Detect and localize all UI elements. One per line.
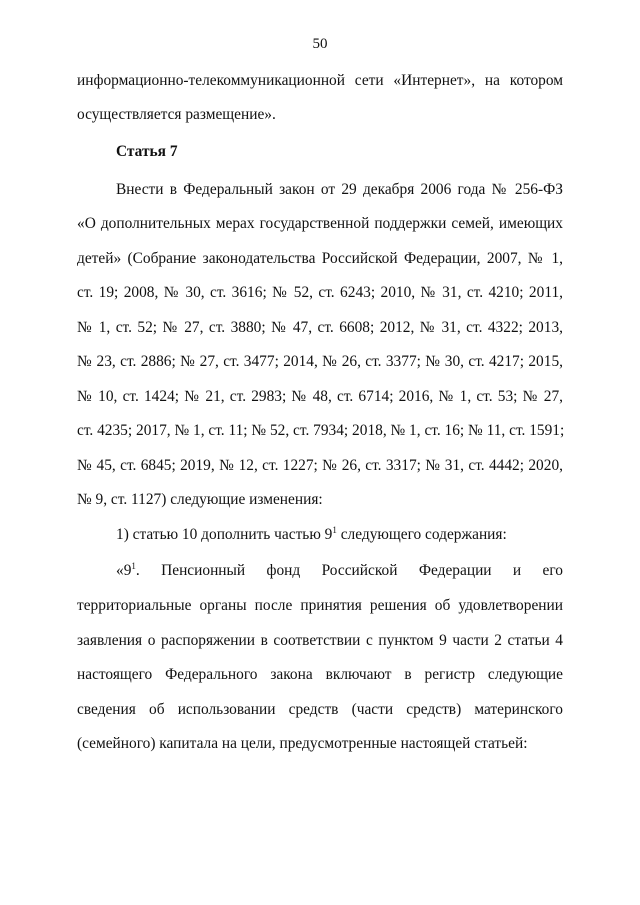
text-line: осуществляется размещение». [77,106,276,123]
text-line: настоящего Федерального закона включают в регистр следующие [77,666,563,683]
text-line: № 10, ст. 1424; № 21, ст. 2983; № 48, ст. 6714; 2016, № 1, ст. 53; № 27, [77,388,563,405]
text-line: ст. 19; 2008, № 30, ст. 3616; № 52, ст. 6243; 2010, № 31, ст. 4210; 2011, [77,284,563,301]
amendment-item-text-end: следующего содержания: [336,526,507,543]
text-line: (семейного) капитала на цели, предусмотренные настоящей статьей: [77,735,528,752]
quote-part-number: «9 [116,562,132,579]
article-heading: Статья 7 [116,143,178,160]
page-number: 50 [312,36,328,52]
superscript: 1 [332,525,337,535]
text-line: информационно-телекоммуникационной сети «Интернет», на котором [77,72,563,89]
text-line: № 1, ст. 52; № 27, ст. 3880; № 47, ст. 6608; 2012, № 31, ст. 4322; 2013, [77,319,563,336]
quoted-paragraph-start [116,561,563,581]
text-line: ст. 4235; 2017, № 1, ст. 11; № 52, ст. 7934; 2018, № 1, ст. 16; № 11, ст. 1591; [77,422,565,439]
quote-part-text: . Пенсионный фонд Российской Федерации и его [135,562,563,579]
text-line: заявления о распоряжении в соответствии с пунктом 9 части 2 статьи 4 [77,632,563,649]
text-line: № 23, ст. 2886; № 27, ст. 3477; 2014, № 26, ст. 3377; № 30, ст. 4217; 2015, [77,353,563,370]
text-line: детей» (Собрание законодательства Российской Федерации, 2007, № 1, [77,250,563,267]
text-line: «О дополнительных мерах государственной поддержки семей, имеющих [77,215,563,232]
text-line: территориальные органы после принятия решения об удовлетворении [77,597,563,614]
amendment-item-text: 1) статью 10 дополнить частью 9 [116,526,333,543]
text-line: № 45, ст. 6845; 2019, № 12, ст. 1227; № 26, ст. 3317; № 31, ст. 4442; 2020, [77,457,563,474]
amendment-item [116,525,563,545]
text-line: № 9, ст. 1127) следующие изменения: [77,491,323,508]
superscript: 1 [131,561,136,571]
text-line: сведения об использовании средств (части средств) материнского [77,701,563,718]
text-line: Внести в Федеральный закон от 29 декабря 2006 года № 256-ФЗ [116,181,563,198]
